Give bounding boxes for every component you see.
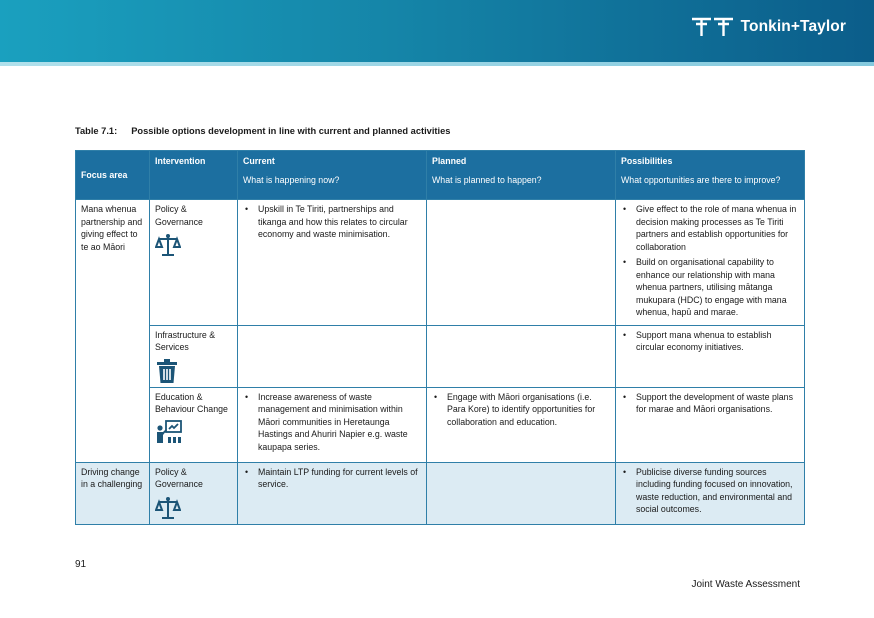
header-planned: Planned What is planned to happen? <box>427 151 616 200</box>
scales-icon <box>155 495 181 521</box>
current-cell <box>238 462 427 524</box>
current-cell <box>238 387 427 462</box>
table-number: Table 7.1: <box>75 126 118 136</box>
list-item: • Upskill in Te Tiriti, partnerships and tikanga and how this relates to circular economy and waste minimisation. <box>258 203 421 241</box>
header-current: Current What is happening now? <box>238 151 427 200</box>
header-focus-area: Focus area <box>76 151 150 200</box>
options-table <box>75 150 805 525</box>
possibilities-cell <box>616 462 805 524</box>
header-planned-sub: What is planned to happen? <box>432 174 542 185</box>
intervention-cell <box>150 462 238 524</box>
page-number: 91 <box>75 559 87 570</box>
footer-document-title: Joint Waste Assessment <box>691 579 800 590</box>
table-header-row <box>76 151 805 200</box>
list-item: • Support the development of waste plans for marae and Māori organisations. <box>636 391 799 416</box>
header-possibilities: Possibilities What opportunities are there to improve? <box>616 151 805 200</box>
tt-logo-icon <box>690 16 736 38</box>
bin-icon <box>155 358 179 384</box>
intervention-label: Policy & Governance <box>155 466 203 489</box>
scales-icon <box>155 232 181 258</box>
possibilities-cell <box>616 387 805 462</box>
current-cell <box>238 325 427 387</box>
focus-area-cell: Mana whenua partnership and giving effect to te ao Māori <box>76 200 150 463</box>
planned-cell <box>427 462 616 524</box>
table-row <box>76 200 805 326</box>
intervention-cell <box>150 200 238 326</box>
possibilities-cell <box>616 325 805 387</box>
table-row <box>76 387 805 462</box>
intervention-label: Policy & Governance <box>155 204 203 227</box>
current-cell <box>238 200 427 326</box>
list-item: • Build on organisational capability to enhance our relationship with mana whenua partners, utilising mātanga mukupara (HDC) to engage with mana whenua, hapū and marae. <box>636 256 799 319</box>
table-row <box>76 462 805 524</box>
list-item: • Increase awareness of waste management and minimisation within Māori communities in Heretaunga Hastings and Ahuriri Napier e.g. waste kaupapa series. <box>258 391 421 454</box>
intervention-label: Education & Behaviour Change <box>155 391 228 414</box>
intervention-label: Infrastructure & Services <box>155 329 216 352</box>
brand-logo <box>690 14 846 40</box>
brand-name: Tonkin+Taylor <box>740 18 846 35</box>
planned-cell <box>427 200 616 326</box>
header-current-sub: What is happening now? <box>243 174 340 185</box>
table-row <box>76 325 805 387</box>
focus-area-cell: Driving change in a challenging <box>76 462 150 524</box>
list-item: • Maintain LTP funding for current levels of service. <box>258 466 421 491</box>
intervention-cell <box>150 387 238 462</box>
table-caption <box>75 126 450 136</box>
header-intervention: Intervention <box>150 151 238 200</box>
presentation-icon <box>155 420 183 444</box>
list-item: • Engage with Māori organisations (i.e. Para Kore) to identify opportunities for collaboration and education. <box>447 391 610 429</box>
header-stripe <box>0 62 874 66</box>
planned-cell <box>427 387 616 462</box>
planned-cell <box>427 325 616 387</box>
list-item: • Publicise diverse funding sources including funding focused on innovation, waste reduction, and environmental and social outcomes. <box>636 466 799 516</box>
table-title: Possible options development in line with current and planned activities <box>131 126 451 136</box>
list-item: • Support mana whenua to establish circular economy initiatives. <box>636 329 799 354</box>
header-possibilities-sub: What opportunities are there to improve? <box>621 174 781 185</box>
list-item: • Give effect to the role of mana whenua in decision making processes as Te Tiriti partners and establish opportunities for collaboration <box>636 203 799 253</box>
intervention-cell <box>150 325 238 387</box>
possibilities-cell <box>616 200 805 326</box>
